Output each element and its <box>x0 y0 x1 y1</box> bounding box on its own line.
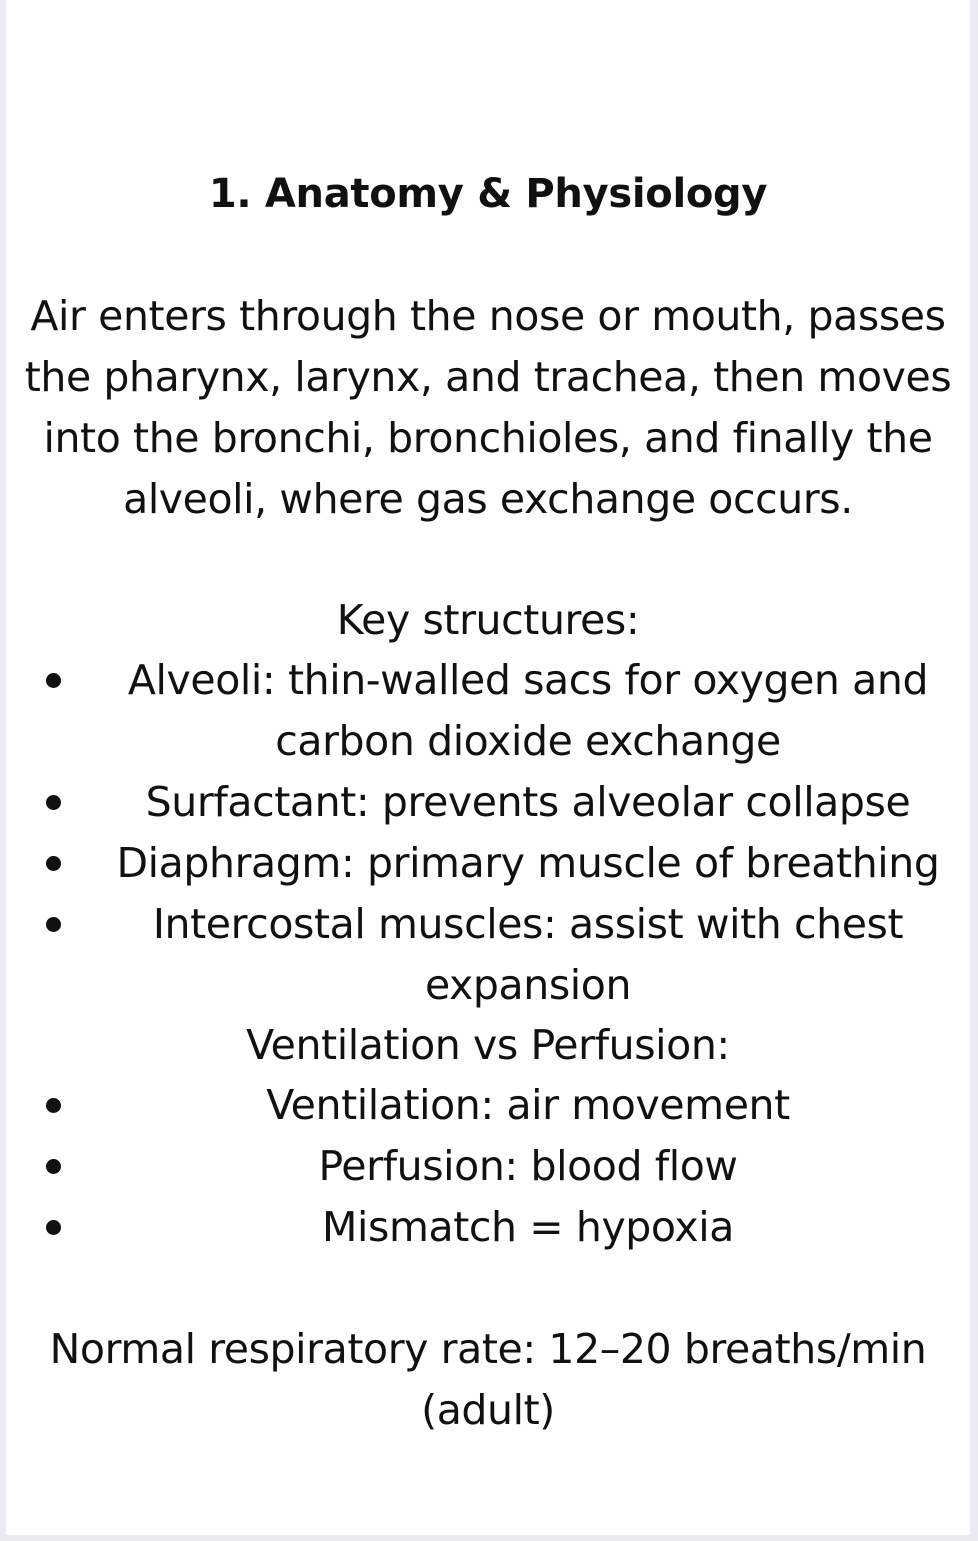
list-item <box>6 833 970 894</box>
list-item-text: Surfactant: prevents alveolar collapse <box>145 778 911 826</box>
intro-paragraph: Air enters through the nose or mouth, passes the pharynx, larynx, and trachea, then moves into the bronchi, bronchioles, and finally the alveoli, where gas exchange occurs. <box>24 292 952 523</box>
key-structures-heading: Key structures: <box>336 596 640 644</box>
bullet-icon <box>46 673 61 688</box>
list-item <box>6 1197 970 1258</box>
bullet-icon <box>46 795 61 810</box>
ventilation-list <box>6 1075 970 1258</box>
list-item-text: Diaphragm: primary muscle of breathing <box>116 839 940 887</box>
list-item <box>6 894 970 1016</box>
list-item <box>6 772 970 833</box>
list-item <box>6 650 970 772</box>
ventilation-heading: Ventilation vs Perfusion: <box>246 1021 730 1069</box>
list-item-text: Intercostal muscles: assist with chest expansion <box>152 900 904 1009</box>
bullet-icon <box>46 1098 61 1113</box>
list-item-text: Perfusion: blood flow <box>318 1142 738 1190</box>
list-item-text: Mismatch = hypoxia <box>322 1203 734 1251</box>
bullet-icon <box>46 1220 61 1235</box>
section-title: 1. Anatomy & Physiology <box>208 171 768 217</box>
bullet-icon <box>46 856 61 871</box>
bullet-icon <box>46 917 61 932</box>
list-item-text: Ventilation: air movement <box>266 1081 790 1129</box>
list-item-text: Alveoli: thin-walled sacs for oxygen and carbon dioxide exchange <box>127 656 929 765</box>
bullet-icon <box>46 1159 61 1174</box>
document-page <box>6 0 970 1535</box>
key-structures-list <box>6 650 970 1016</box>
list-item <box>6 1075 970 1136</box>
list-item <box>6 1136 970 1197</box>
normal-rate-paragraph: Normal respiratory rate: 12–20 breaths/min (adult) <box>49 1325 927 1434</box>
